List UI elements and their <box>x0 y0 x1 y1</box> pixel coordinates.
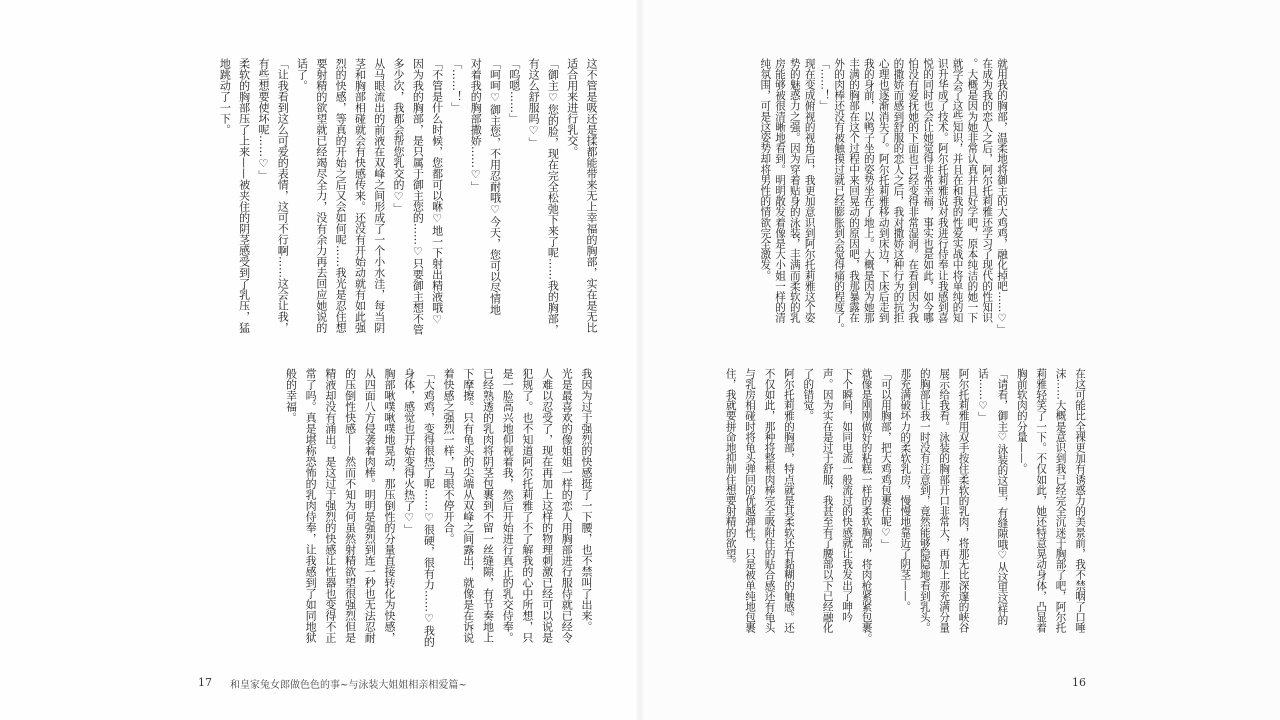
text-column: 阿尔托莉雅的胸部，特点就是其柔软还有黏糊的触感。还 <box>782 368 795 633</box>
text-column: 展示给我看。泳装的胸部开口非常大，再加上那充满分量 <box>938 368 951 633</box>
text-column: 的撒娇而感到舒服的恋人之后，我对撒娇这种行为的抗拒 <box>892 58 905 323</box>
text-column: 「不管是什么时候，您都可以咻♡地一下射出精液哦♡ <box>430 58 444 326</box>
left-page-bottom-text <box>280 368 596 647</box>
text-column: 身体，感觉也开始变得火热了♡」 <box>402 368 416 535</box>
page-number-right: 16 <box>1072 676 1086 689</box>
book-gutter <box>636 0 644 720</box>
text-column: 「呜嗯……」 <box>507 58 521 124</box>
text-column: 我的身前，以鸭子坐的姿势坐在了地上。大概是因为她那 <box>862 58 875 323</box>
text-column: 心理也逐渐消失了。阿尔托莉雅移动到床边，下床后走到 <box>877 58 890 323</box>
text-column: 「呵呵♡御主您，不用忍耐哦♡今天，您可以尽情地 <box>488 58 502 315</box>
text-column: 沫……大概是意识到我已经完全沉迷于胸部了吧，阿尔托 <box>1054 368 1067 633</box>
left-page-top-text <box>213 58 601 358</box>
text-column: 从马眼流出的前液在双峰之间形成了一个小水洼，每当阴 <box>372 58 386 333</box>
text-column: 那充满破坏力的柔软乳房，慢慢地靠近了阴茎——。 <box>899 368 912 612</box>
text-column: 有些想要使坏呢……♡」 <box>256 58 270 181</box>
text-column: 识升华成了技术。阿尔托莉雅说对我进行侍奉让我感到喜 <box>936 58 949 323</box>
text-column: 就像是刚刚做好的粘糕一样的柔软胸部，将肉枪紧紧包裹。 <box>860 368 873 644</box>
text-column: 人难以忍受了，现在再加上这样的物理刺激已经可以说是 <box>540 368 554 643</box>
text-column: 柔软的胸部压了上来——被夹住的阴茎感受到了乳压，猛 <box>237 58 251 333</box>
text-column: 纯氛围，可是这姿势却将男性的情欲完全激发。 <box>759 58 772 281</box>
text-column: 现在变成俯视的视角后，我更加意识到阿尔托莉雅这个姿 <box>803 58 816 323</box>
text-column: 胸部啾噗啾噗地晃动，那压倒性的分量直接转化为快感， <box>382 368 396 643</box>
text-column: 。大概是因为她非常认真并且好学吧，原本纯洁的她一下 <box>966 58 979 323</box>
text-column: 不仅如此，那种将整根肉棒完全吸附住的贴合感还有龟头 <box>763 368 776 633</box>
text-column: 莉雅轻笑了一下。不仅如此，她还特意晃动身体，凸显着 <box>1035 368 1048 633</box>
text-column: 茎和胸部相碰就会有快感传来。还没有开始动就有如此强 <box>353 58 367 333</box>
text-column: 势的魅惑力之强。因为穿着贴身的泳装，丰满而柔软的乳 <box>788 58 801 323</box>
text-column: 胸前软肉的分量——。 <box>1015 368 1028 474</box>
text-column: 话……♡」 <box>976 368 989 423</box>
text-column: 「御主♡您的脸，现在完全松弛下来了呢……我的胸部， <box>546 58 560 335</box>
text-column: 因为我的胸部，是只属于御主您的……♡只要御主想不管 <box>411 58 425 335</box>
text-column: 「大鸡鸡，变得很热了呢……♡很硬，很有力……♡我的 <box>422 368 436 647</box>
text-column: 烈的快感，等真的开始之后又会如何呢……我光是忍住想 <box>334 58 348 333</box>
text-column: 「可以用胸部，把大鸡鸡包裹住呢♡」 <box>879 368 892 550</box>
text-column: 犯规了。也不知道阿尔托莉雅了不了解我的心中所想，只 <box>520 368 534 643</box>
text-column: 精液却没有涌出。是这过于强烈的快感让性器也变得不正 <box>323 368 337 643</box>
text-column: 丰满的胸部在这个过程中来回晃动的原因吧，我那暴露在 <box>848 58 861 323</box>
text-column: 着快感之强烈一样，马眼不停开合。 <box>442 368 456 544</box>
text-column: 阿尔托莉雅用双手按住柔软的乳肉，将那无比深邃的峡谷 <box>957 368 970 633</box>
text-column: 地跳动了一下。 <box>218 58 232 135</box>
text-column: 与乳房相碰时将龟头弹回的优越弹性，只是被单纯地包裹 <box>744 368 757 633</box>
text-column: 从四面八方侵袭着肉棒。明明是强烈到连一秒也无法忍耐 <box>363 368 377 643</box>
text-column: 悦的同时也会让她觉得非常幸福，事实也是如此，如今哪 <box>922 58 935 323</box>
text-column: 下个瞬间，如同电流一般流过的快感就让我发出了呻吟 <box>841 368 854 623</box>
text-column: 光是最喜欢的像姐姐一样的恋人用胸部进行服侍就已经令 <box>560 368 574 643</box>
text-column: 的压倒性快感——然而不知为何虽然射精欲望很强烈但是 <box>343 368 357 643</box>
text-column: 就用我的胸部，温柔地将御主的大鸡鸡，融化掉吧……♡」 <box>996 58 1008 335</box>
right-page-top-text <box>757 58 1009 358</box>
text-column: 「让我看到这么可爱的表情，这可不行啊……这会让我， <box>276 58 290 333</box>
text-column: 要射精的欲望就已经竭尽全力，没有余力再去回应她说的 <box>314 58 328 333</box>
right-page-bottom-text <box>719 368 1089 644</box>
text-column: 已经熟透的乳肉将阴茎包裹到不留一丝缝隙，有节奏地上 <box>481 368 495 643</box>
text-column: 般的幸福。 <box>284 368 298 423</box>
text-column: 住，我就要拼命地抑制住想要射精的欲望。 <box>724 368 737 570</box>
text-column: 这不管是吸还是揉都能带来无上幸福的胸部，实在是无比 <box>585 58 598 333</box>
text-column: 的胸部让我一时没有注意到，竟然能够隐隐地看到乳头。 <box>918 368 931 633</box>
text-column: 我因为过于强烈的快感挺了一下腰，也不禁叫了出来。 <box>580 368 593 632</box>
text-column: 怕没有爱抚她的下面也已经变得非常湿润。在看到因为我 <box>907 58 920 323</box>
text-column: 常了吗。真是堪称恐怖的乳肉侍奉，让我感到了如同地狱 <box>304 368 318 643</box>
text-column: 「……！」 <box>449 58 463 113</box>
text-column: 房能够被很清晰地看到。明明散发着像是大小姐一样的清 <box>774 58 787 323</box>
text-column: 「请看，御主♡泳装的这里，有缝隙哦♡从这里这样的 <box>996 368 1009 626</box>
text-column: 就学会了这些知识，并且在和我的性爱实战中将单纯的知 <box>951 58 964 323</box>
text-column: 多少次，我都会帮您乳交的♡」 <box>392 58 406 214</box>
text-column: 话了。 <box>295 58 309 91</box>
text-column: 「……！」 <box>818 58 831 111</box>
text-column: 在这可能比全裸更加有诱惑力的美景前，我不禁咽了口唾 <box>1074 368 1086 633</box>
text-column: 下摩擦。只有龟头的尖端从双峰之间露出，就像是在诉说 <box>461 368 475 643</box>
text-column: 外的肉棒还没有被触摸过就已经膨胀到会觉得痛的程度了。 <box>833 58 846 334</box>
text-column: 是一脸高兴地仰视着我，然后开始进行真正的乳交侍奉。 <box>501 368 515 643</box>
text-column: 在成为我的恋人之后，阿尔托莉雅还学习了现代的性知识 <box>981 58 994 323</box>
text-column: 声。因为实在是过于舒服，我甚至有了腰部以下已经融化 <box>821 368 834 633</box>
running-title: 和皇家兔女郎做色色的事~与泳装大姐姐相亲相爱篇~ <box>230 680 467 691</box>
text-column: 有这么舒服吗♡」 <box>527 58 541 148</box>
page-number-left: 17 <box>198 676 212 689</box>
text-column: 对着我的胸部撒娇……♡」 <box>469 58 483 192</box>
text-column: 适合用来进行乳交。 <box>565 58 579 157</box>
text-column: 了的错觉。 <box>802 368 815 421</box>
